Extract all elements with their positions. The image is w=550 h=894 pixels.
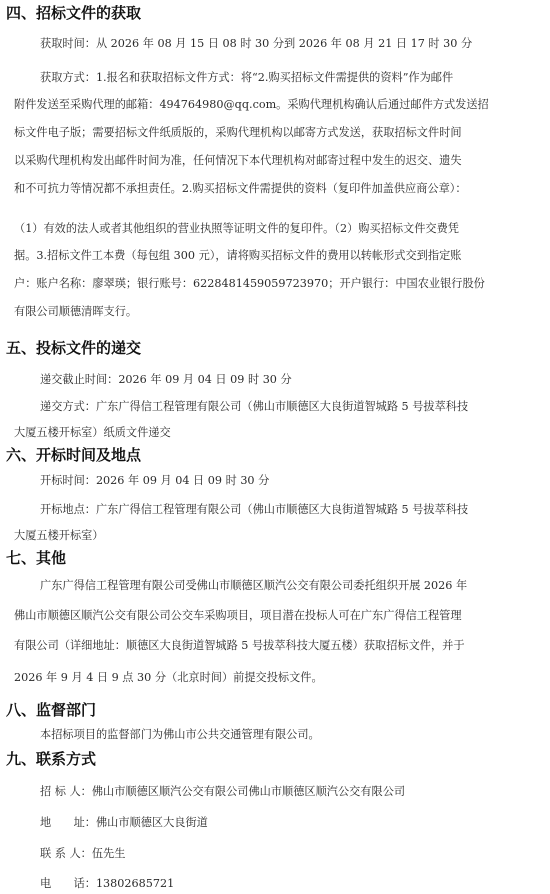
contact-person: 联 系 人：伍先生	[40, 847, 126, 860]
paragraph-line: 获取方式：1.报名和获取招标文件方式：将“2.购买招标文件需提供的资料”作为邮件	[40, 71, 454, 84]
paragraph-line: 标文件电子版；需要招标文件纸质版的，采购代理机构以邮寄方式发送，获取招标文件时间	[14, 126, 462, 139]
contact-phone: 电 话：13802685721	[40, 877, 175, 890]
submission-method: 递交方式：广东广得信工程管理有限公司（佛山市顺德区大良街道智城路 5 号拔萃科技	[40, 400, 469, 413]
paragraph-line: 2026 年 9 月 4 日 9 点 30 分（北京时间）前提交投标文件。	[14, 671, 323, 684]
opening-location: 开标地点：广东广得信工程管理有限公司（佛山市顺德区大良街道智城路 5 号拔萃科技	[40, 503, 469, 516]
opening-time: 开标时间：2026 年 09 月 04 日 09 时 30 分	[40, 474, 270, 487]
paragraph-line: 附件发送至采购代理的邮箱：494764980@qq.com。采购代理机构确认后通过邮件方式发送招	[14, 98, 489, 111]
paragraph-line: 以采购代理机构发出邮件时间为准，任何情况下本代理机构对邮寄过程中发生的迟交、遗失	[14, 154, 462, 167]
contact-address: 地 址：佛山市顺德区大良街道	[40, 816, 208, 829]
acquisition-time: 获取时间：从 2026 年 08 月 15 日 08 时 30 分到 2026 年 08 月 21 日 17 时 30 分	[40, 37, 473, 50]
section-heading-supervision: 八、监督部门	[6, 701, 97, 719]
paragraph-line: 佛山市顺德区顺汽公交有限公司公交车采购项目，项目潜在投标人可在广东广得信工程管理	[14, 609, 462, 622]
submission-deadline: 递交截止时间：2026 年 09 月 04 日 09 时 30 分	[40, 373, 292, 386]
paragraph-line: 广东广得信工程管理有限公司受佛山市顺德区顺汽公交有限公司委托组织开展 2026 年	[40, 579, 468, 592]
paragraph-line: 大厦五楼开标室）	[14, 529, 104, 542]
section-heading-contact: 九、联系方式	[6, 750, 97, 768]
paragraph-line: 和不可抗力等情况都不承担责任。2.购买招标文件需提供的资料（复印件加盖供应商公章）：	[14, 182, 467, 195]
contact-tenderer: 招 标 人：佛山市顺德区顺汽公交有限公司佛山市顺德区顺汽公交有限公司	[40, 785, 406, 798]
section-heading-other: 七、其他	[6, 549, 67, 567]
section-heading-document-acquisition: 四、招标文件的获取	[6, 4, 142, 22]
section-heading-bid-opening: 六、开标时间及地点	[6, 446, 142, 464]
paragraph-line: 据。3.招标文件工本费（每包组 300 元），请将购买招标文件的费用以转帐形式交到指定账	[14, 249, 462, 262]
paragraph-line: 有限公司顺德清晖支行。	[14, 305, 138, 318]
supervision-statement: 本招标项目的监督部门为佛山市公共交通管理有限公司。	[40, 728, 320, 741]
paragraph-line: （1）有效的法人或者其他组织的营业执照等证明文件的复印件。（2）购买招标文件交费凭	[14, 222, 459, 235]
paragraph-line: 有限公司（详细地址：顺德区大良街道智城路 5 号拔萃科技大厦五楼）获取招标文件，并于	[14, 639, 465, 652]
paragraph-line: 户：账户名称：廖翠瑛；银行账号：6228481459059723970；开户银行：中国农业银行股份	[14, 277, 485, 290]
section-heading-bid-submission: 五、投标文件的递交	[6, 339, 142, 357]
paragraph-line: 大厦五楼开标室）纸质文件递交	[14, 426, 171, 439]
